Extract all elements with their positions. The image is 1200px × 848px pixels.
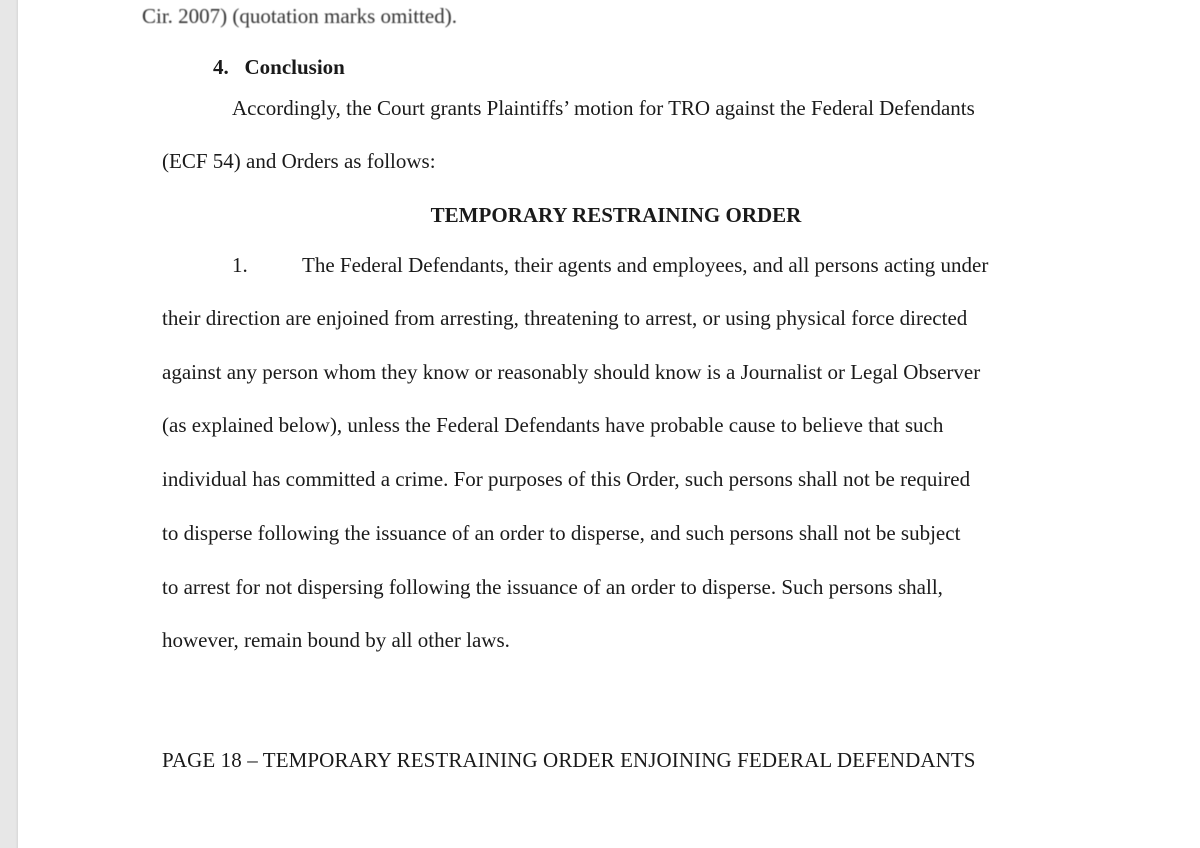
previous-line-fragment: Cir. 2007) (quotation marks omitted). [142,4,457,28]
paragraph-line-8: however, remain bound by all other laws. [162,628,510,652]
paragraph-line-2: their direction are enjoined from arresting, threatening to arrest, or using physical force directed [162,306,968,330]
paragraph-line-4: (as explained below), unless the Federal Defendants have probable cause to believe that such [162,413,944,437]
paragraph-line-5: individual has committed a crime. For purposes of this Order, such persons shall not be required [162,467,971,491]
section-heading: 4. Conclusion [213,55,345,79]
paragraph-line-1: The Federal Defendants, their agents and employees, and all persons acting under [302,253,989,277]
paragraph-line-6: to disperse following the issuance of an order to disperse, and such persons shall not be subject [162,521,961,545]
paragraph-number: 1. [232,253,248,277]
paragraph-line-3: against any person whom they know or reasonably should know is a Journalist or Legal Observer [162,360,981,384]
page-footer: PAGE 18 – TEMPORARY RESTRAINING ORDER ENJOINING FEDERAL DEFENDANTS [162,748,976,772]
conclusion-line-1: Accordingly, the Court grants Plaintiffs’ motion for TRO against the Federal Defendants [232,96,975,120]
paragraph-line-7: to arrest for not dispersing following the issuance of an order to disperse. Such persons shall, [162,575,943,599]
order-title: TEMPORARY RESTRAINING ORDER [430,203,802,227]
conclusion-line-2: (ECF 54) and Orders as follows: [162,149,436,173]
